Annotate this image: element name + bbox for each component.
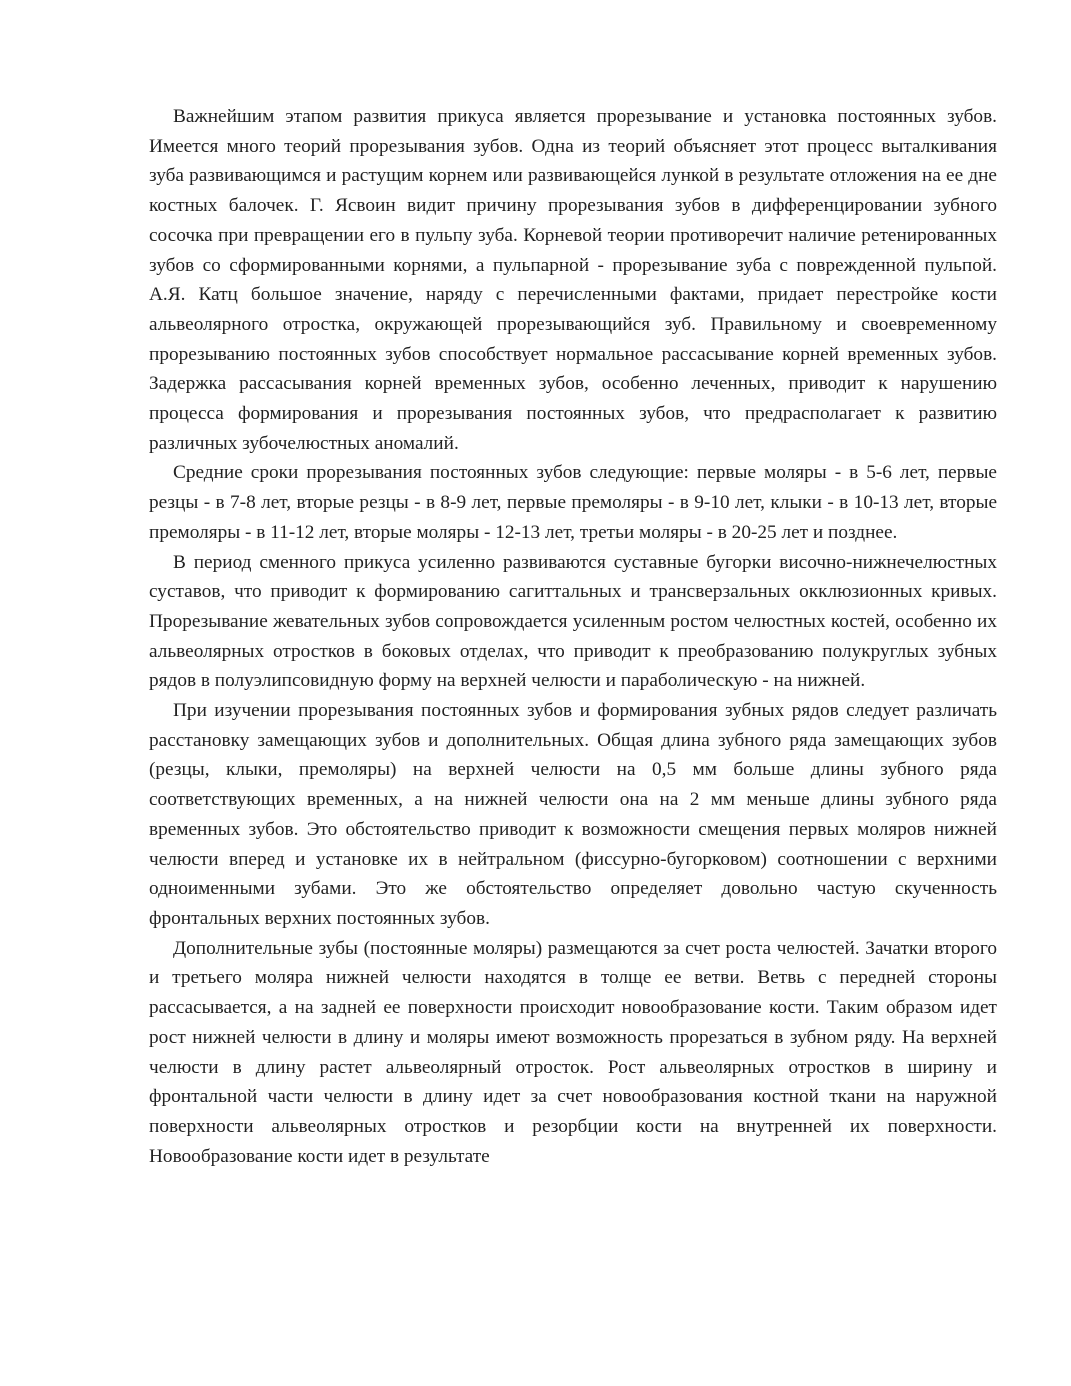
paragraph-additional-teeth: Дополнительные зубы (постоянные моляры) размещаются за счет роста челюстей. Зачатки второго и третьего моляра нижней челюсти находятся в толще ее ветви. Ветвь с передней стороны рассасывается, а на задней ее поверхности происходит новообразование кости. Таким образом идет рост нижней челюсти в длину и моляры имеют возможность прорезаться в зубном ряду. На верхней челюсти в длину растет альвеолярный отросток. Рост альвеолярных отростков в ширину и фронтальной части челюсти в длину идет за счет новообразования костной ткани на наружной поверхности альвеолярных отростков и резорбции кости на внутренней их поверхности. Новообразование кости идет в результате — [149, 937, 997, 1167]
paragraph-mixed-dentition: В период сменного прикуса усиленно развиваются суставные бугорки височно-нижнечелюстных суставов, что приводит к формированию сагиттальных и трансверзальных окклюзионных кривых. Прорезывание жевательных зубов сопровождается усиленным ростом челюстных костей, особенно их альвеолярных отростков в боковых отделах, что приводит к преобразованию полукруглых зубных рядов в полуэлипсовидную форму на верхней челюсти и параболическую - на нижней. — [149, 551, 997, 692]
paragraph-teething-theories: Важнейшим этапом развития прикуса является прорезывание и установка постоянных зубов. Имеется много теорий прорезывания зубов. Одна из теорий объясняет этот процесс выталкивания зуба развивающимся и растущим корнем или развивающейся лункой в результате отложения на ее дне костных балочек. Г. Ясвоин видит причину прорезывания зубов в дифференцировании зубного сосочка при превращении его в пульпу зуба. Корневой теории противоречит наличие ретенированных зубов со сформированными корнями, а пульпарной - прорезывание зуба с поврежденной пульпой. А.Я. Катц большое значение, наряду с перечисленными фактами, придает перестройке кости альвеолярного отростка, окружающей прорезывающийся зуб. Правильному и своевременному прорезыванию постоянных зубов способствует нормальное рассасывание корней временных зубов. Задержка рассасывания корней временных зубов, особенно леченных, приводит к нарушению процесса формирования и прорезывания постоянных зубов, что предрасполагает к развитию различных зубочелюстных аномалий. — [149, 106, 997, 454]
paragraph-dental-arch-formation: При изучении прорезывания постоянных зубов и формирования зубных рядов следует различать расстановку замещающих зубов и дополнительных. Общая длина зубного ряда замещающих зубов (резцы, клыки, премоляры) на верхней челюсти на 0,5 мм больше длины зубного ряда соответствующих временных, а на нижней челюсти она на 2 мм меньше длины зубного ряда временных зубов. Это обстоятельство приводит к возможности смещения первых моляров нижней челюсти вперед и установке их в нейтральном (фиссурно-бугорковом) соотношении с верхними одноименными зубами. Это же обстоятельство определяет довольно частую скученность фронтальных верхних постоянных зубов. — [149, 700, 997, 929]
document-page — [149, 102, 997, 1171]
paragraph-eruption-timing: Средние сроки прорезывания постоянных зубов следующие: первые моляры - в 5-6 лет, первые резцы - в 7-8 лет, вторые резцы - в 8-9 лет, первые премоляры - в 9-10 лет, клыки - в 10-13 лет, вторые премоляры - в 11-12 лет, вторые моляры - 12-13 лет, третьи моляры - в 20-25 лет и позднее. — [149, 462, 997, 543]
